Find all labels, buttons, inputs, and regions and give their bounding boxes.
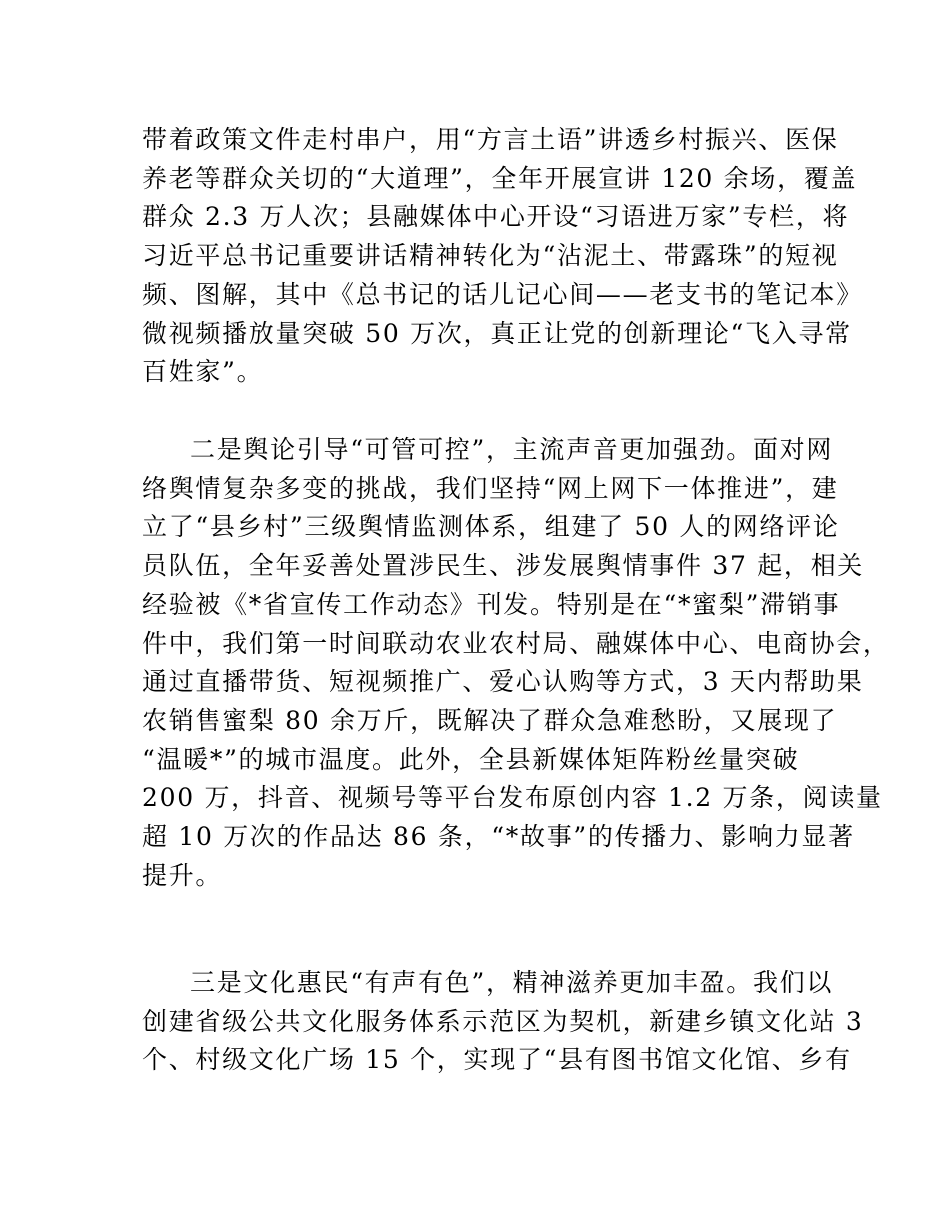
text-line: 带着政策文件走村串户，用“方言土语”讲透乡村振兴、医保 bbox=[142, 125, 839, 154]
text-line: 农销售蜜梨 80 余万斤，既解决了群众急难愁盼，又展现了 bbox=[142, 705, 838, 735]
text-line: 提升。 bbox=[142, 860, 223, 890]
text-line: 习近平总书记重要讲话精神转化为“沾泥土、带露珠”的短视 bbox=[142, 241, 839, 271]
text-line: 络舆情复杂多变的挑战，我们坚持“网上网下一体推进”，建 bbox=[142, 473, 839, 503]
text-line: 频、图解，其中《总书记的话儿记心间——老支书的笔记本》 bbox=[142, 279, 863, 309]
text-line: 件中，我们第一时间联动农业农村局、融媒体中心、电商协会， bbox=[142, 628, 890, 658]
text-line: 通过直播带货、短视频推广、爱心认购等方式，3 天内帮助果 bbox=[142, 667, 864, 697]
text-line: 200 万，抖音、视频号等平台发布原创内容 1.2 万条，阅读量 bbox=[142, 783, 883, 813]
text-line: “温暖*”的城市温度。此外，全县新媒体矩阵粉丝量突破 bbox=[142, 744, 800, 774]
text-line: 微视频播放量突破 50 万次，真正让党的创新理论“飞入寻常 bbox=[142, 318, 852, 348]
text-line: 三是文化惠民“有声有色”，精神滋养更加丰盈。我们以 bbox=[190, 968, 834, 997]
text-line: 超 10 万次的作品达 86 条，“*故事”的传播力、影响力显著 bbox=[142, 822, 855, 851]
text-line: 养老等群众关切的“大道理”，全年开展宣讲 120 余场，覆盖 bbox=[142, 163, 858, 193]
text-line: 百姓家”。 bbox=[142, 357, 264, 387]
text-line: 经验被《*省宣传工作动态》刊发。特别是在“*蜜梨”滞销事 bbox=[142, 589, 841, 619]
text-line: 创建省级公共文化服务体系示范区为契机，新建乡镇文化站 3 bbox=[142, 1006, 864, 1036]
text-line: 二是舆论引导“可管可控”，主流声音更加强劲。面对网 bbox=[190, 435, 834, 464]
text-line: 立了“县乡村”三级舆情监测体系，组建了 50 人的网络评论 bbox=[142, 512, 840, 542]
text-line: 群众 2.3 万人次；县融媒体中心开设“习语进万家”专栏，将 bbox=[142, 202, 850, 232]
text-line: 员队伍，全年妥善处置涉民生、涉发展舆情事件 37 起，相关 bbox=[142, 551, 865, 581]
text-line: 个、村级文化广场 15 个，实现了“县有图书馆文化馆、乡有 bbox=[142, 1045, 852, 1075]
